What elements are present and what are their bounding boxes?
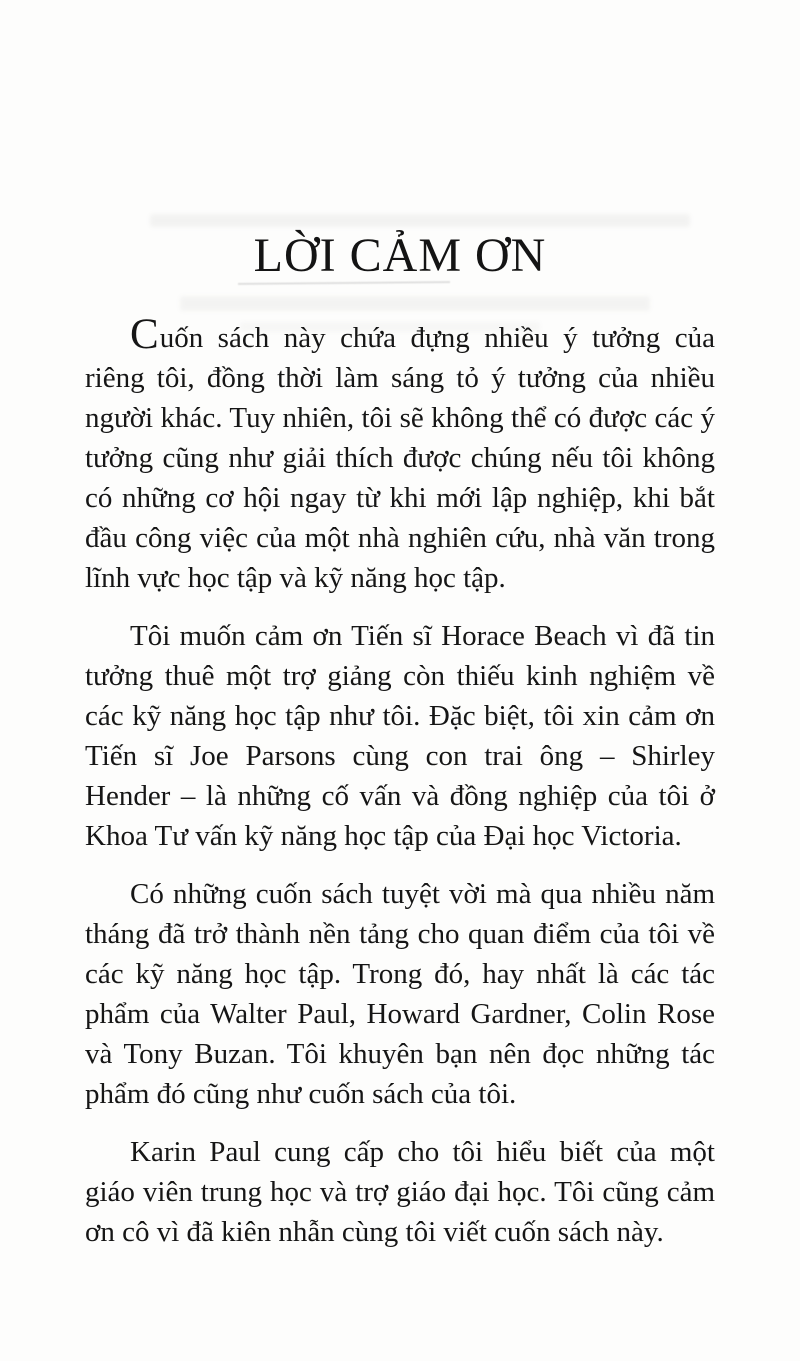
initial-capital: C xyxy=(130,311,160,358)
paragraph-1-text: uốn sách này chứa đựng nhiều ý tưởng của riêng tôi, đồng thời làm sáng tỏ ý tưởng của nhiều người khác. Tuy nhiên, tôi sẽ không thể có được các ý tưởng cũng như giải thích được chúng nếu tôi không có những cơ hội ngay từ khi mới lập nghiệp, khi bắt đầu công việc của một nhà nghiên cứu, nhà văn trong lĩnh vực học tập và kỹ năng học tập. xyxy=(85,322,715,594)
chapter-title: LỜI CẢM ƠN xyxy=(253,229,547,282)
paragraph-4: Karin Paul cung cấp cho tôi hiểu biết của một giáo viên trung học và trợ giáo đại học. Tôi cũng cảm ơn cô vì đã kiên nhẫn cùng tôi viết cuốn sách này. xyxy=(85,1136,715,1248)
paragraph-1 xyxy=(85,311,715,598)
bleed-through-smudge xyxy=(180,296,650,311)
bleed-through-smudge xyxy=(150,214,690,227)
paragraph-3: Có những cuốn sách tuyệt vời mà qua nhiều năm tháng đã trở thành nền tảng cho quan điểm của tôi về các kỹ năng học tập. Trong đó, hay nhất là các tác phẩm của Walter Paul, Howard Gardner, Colin Rose và Tony Buzan. Tôi khuyên bạn nên đọc những tác phẩm đó cũng như cuốn sách của tôi. xyxy=(85,878,715,1110)
body-text xyxy=(85,311,715,1270)
paragraph-2: Tôi muốn cảm ơn Tiến sĩ Horace Beach vì đã tin tưởng thuê một trợ giảng còn thiếu kinh nghiệm về các kỹ năng học tập như tôi. Đặc biệt, tôi xin cảm ơn Tiến sĩ Joe Parsons cùng con trai ông – Shirley Hender – là những cố vấn và đồng nghiệp của tôi ở Khoa Tư vấn kỹ năng học tập của Đại học Victoria. xyxy=(85,620,715,852)
